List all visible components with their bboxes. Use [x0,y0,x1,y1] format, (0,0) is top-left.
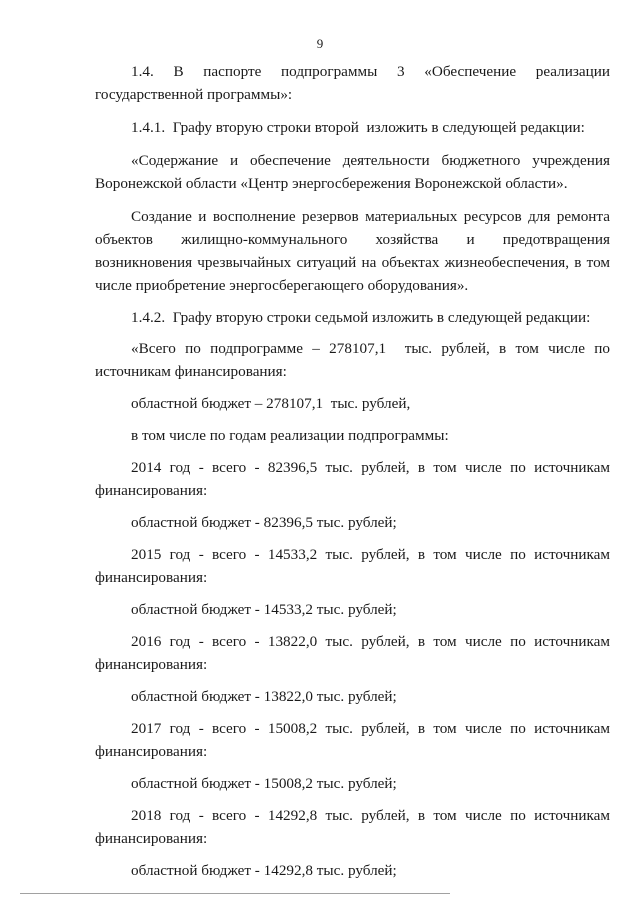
paragraph-2014: 2014 год - всего - 82396,5 тыс. рублей, в том числе по источникам финансирования: [95,459,610,499]
paragraph-2018-budget: областной бюджет - 14292,8 тыс. рублей; [131,862,397,879]
paragraph-1-4-1: 1.4.1. Графу вторую строки второй изложить в следующей редакции: [131,119,585,136]
paragraph-1-4: 1.4. В паспорте подпрограммы 3 «Обеспечение реализации государственной программы»: [95,63,614,103]
paragraph-2015-budget: областной бюджет - 14533,2 тыс. рублей; [131,601,397,618]
scan-edge-line [20,893,450,894]
paragraph-by-years: в том числе по годам реализации подпрограммы: [131,427,449,444]
paragraph-2018: 2018 год - всего - 14292,8 тыс. рублей, в том числе по источникам финансирования: [95,807,610,847]
paragraph-2015: 2015 год - всего - 14533,2 тыс. рублей, в том числе по источникам финансирования: [95,546,610,586]
paragraph-regional-budget-total: областной бюджет – 278107,1 тыс. рублей, [131,395,411,412]
paragraph-2017: 2017 год - всего - 15008,2 тыс. рублей, в том числе по источникам финансирования: [95,720,610,760]
paragraph-1-4-2: 1.4.2. Графу вторую строки седьмой изложить в следующей редакции: [131,309,591,326]
paragraph-content-quote: «Содержание и обеспечение деятельности бюджетного учреждения Воронежской области «Центр энергосбережения Воронежской области». [95,152,610,192]
page-number: 9 [316,36,324,51]
paragraph-total: «Всего по подпрограмме – 278107,1 тыс. рублей, в том числе по источникам финансирования: [95,340,614,380]
document-body [95,60,614,882]
paragraph-reserves: Создание и восполнение резервов материальных ресурсов для ремонта объектов жилищно-коммунального хозяйства и предотвращения возникновения чрезвычайных ситуаций на объектах жизнеобеспечения, в том числе приобретение энергосберегающего оборудования». [95,208,610,294]
paragraph-2014-budget: областной бюджет - 82396,5 тыс. рублей; [131,514,397,531]
paragraph-2017-budget: областной бюджет - 15008,2 тыс. рублей; [131,775,397,792]
paragraph-2016: 2016 год - всего - 13822,0 тыс. рублей, в том числе по источникам финансирования: [95,633,610,673]
paragraph-2016-budget: областной бюджет - 13822,0 тыс. рублей; [131,688,397,705]
